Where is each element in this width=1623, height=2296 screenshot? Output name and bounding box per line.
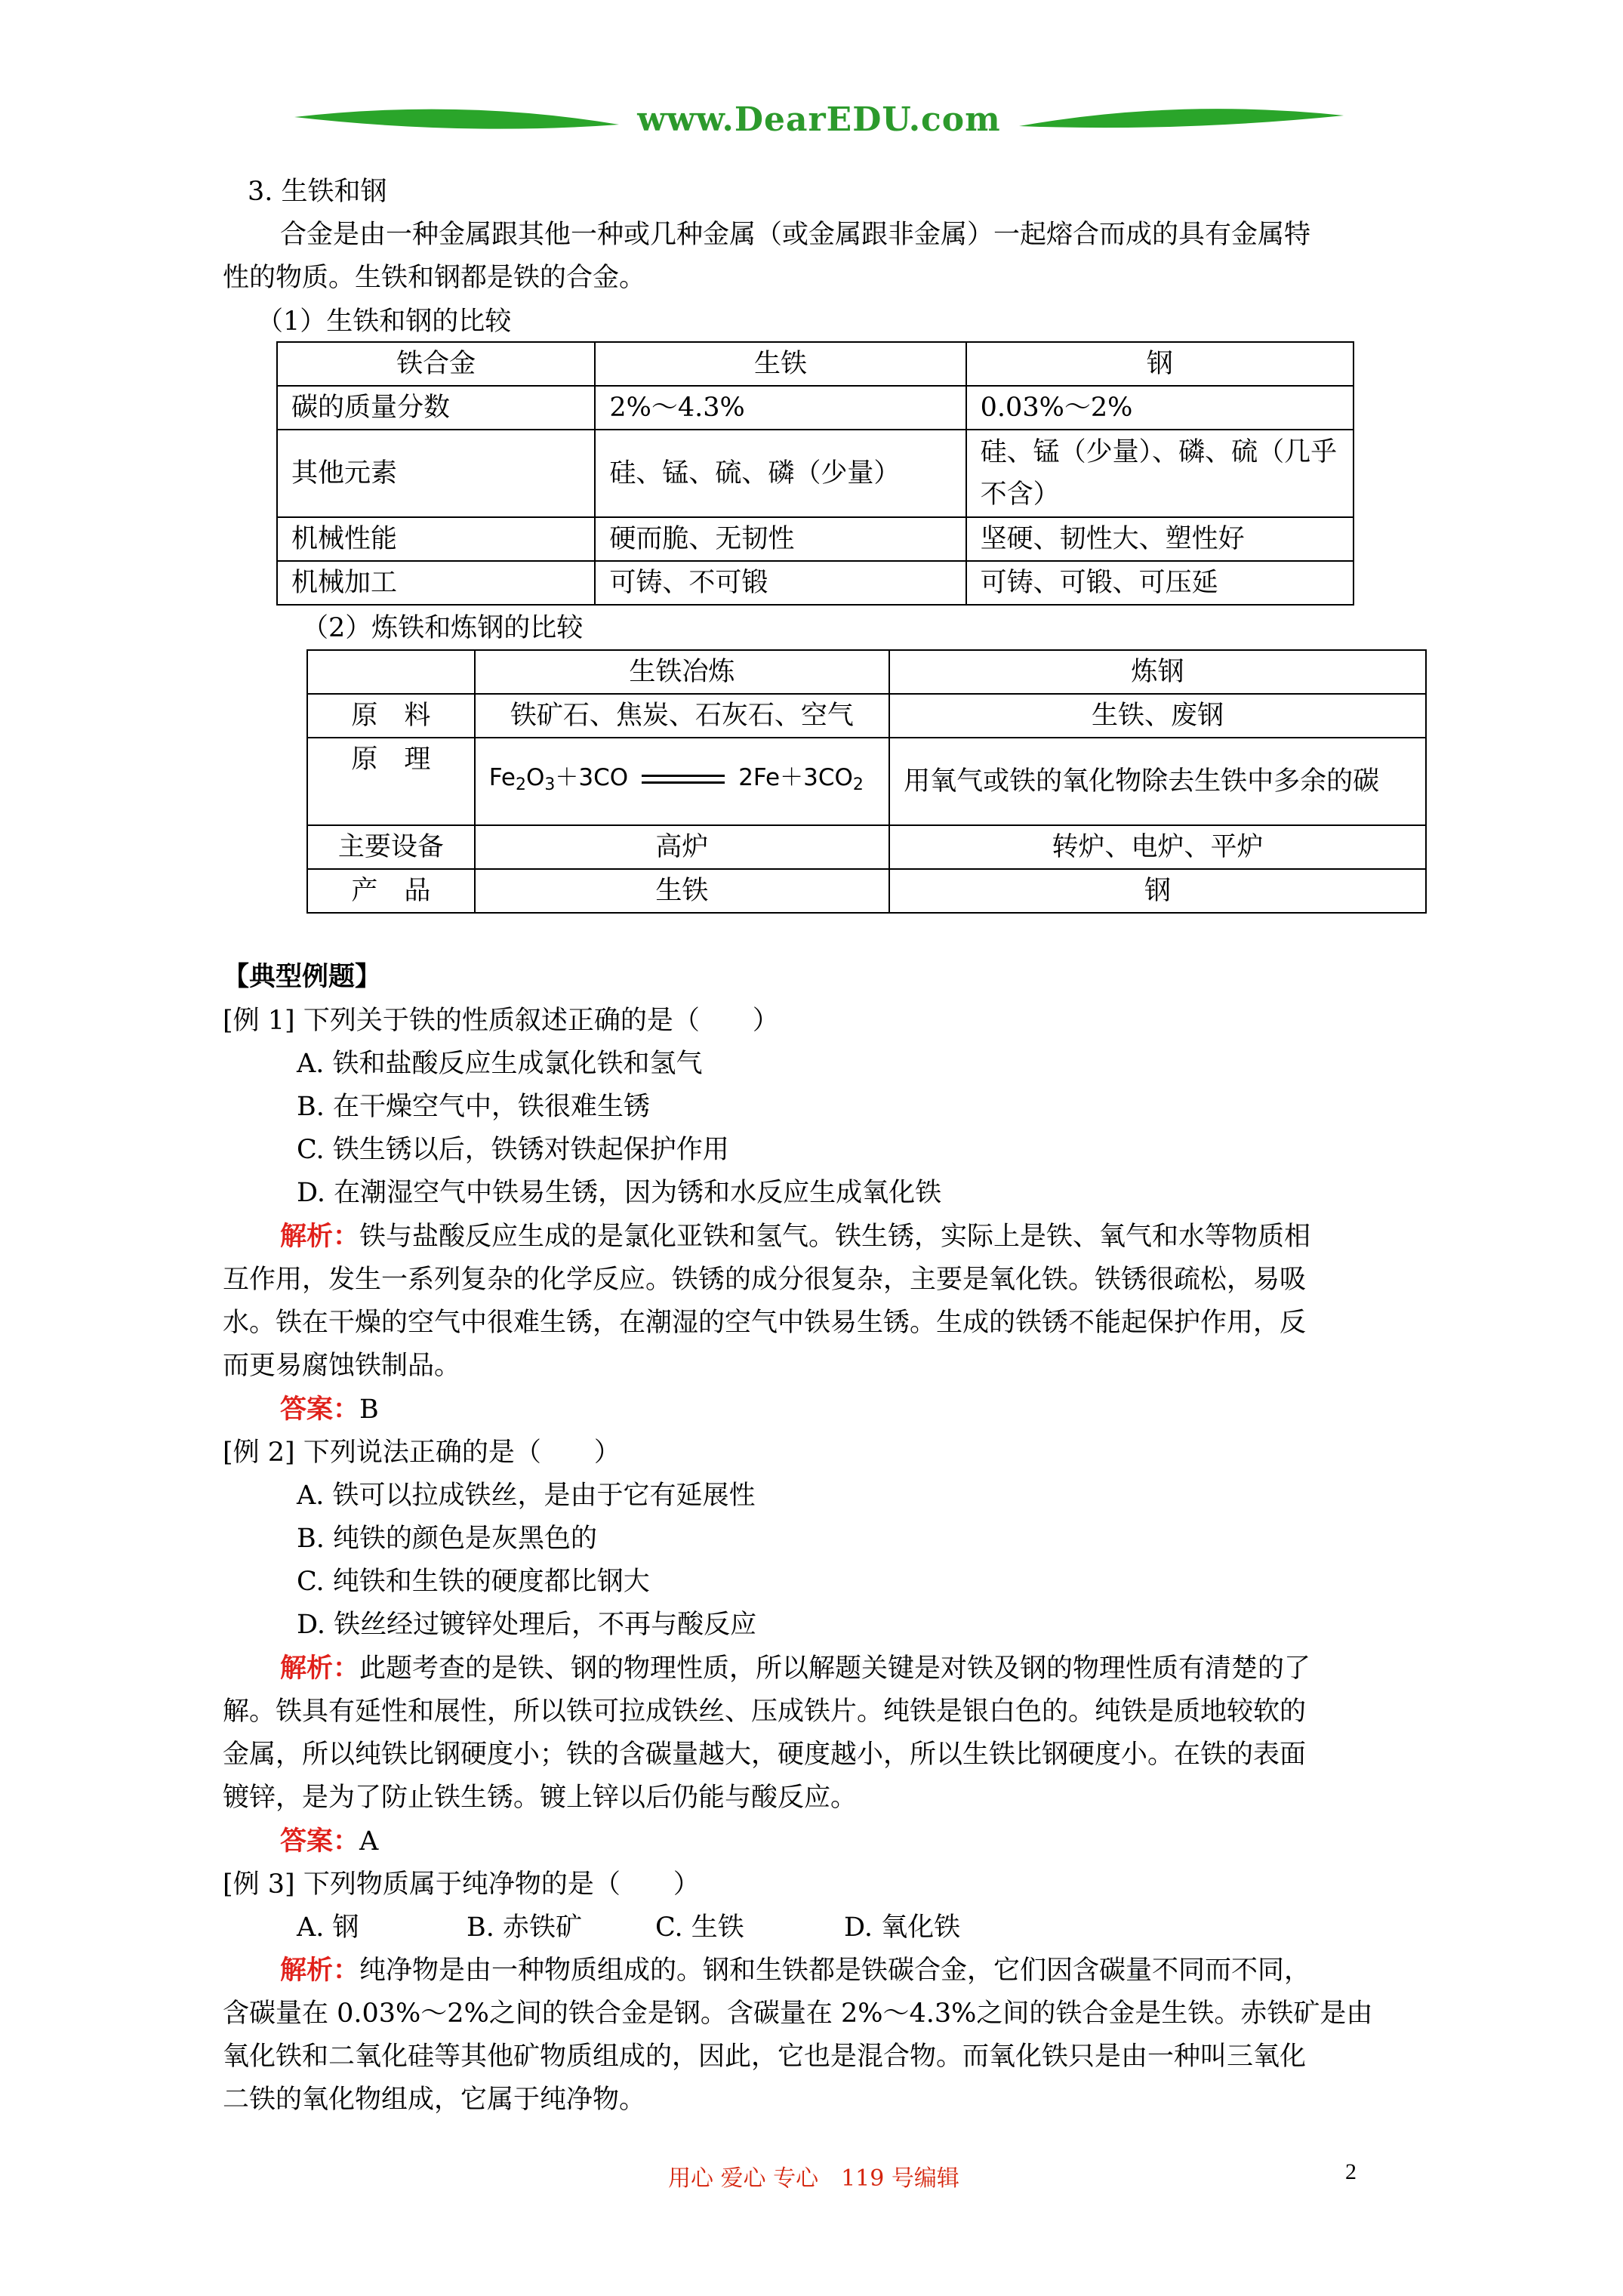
site-header — [294, 94, 1344, 147]
header-cell — [307, 650, 475, 694]
eq-subscript: 2 — [516, 775, 526, 794]
example-1-analysis-line-1 — [280, 1215, 1310, 1259]
example-3-option-c: C. 生铁 — [655, 1912, 744, 1943]
intro-line-1: 合金是由一种金属跟其他一种或几种金属（或金属跟非金属）一起熔合而成的具有金属特 — [280, 220, 1311, 250]
eq-subscript: 3 — [544, 775, 556, 794]
example-3-options — [297, 1906, 960, 1949]
table-row — [307, 738, 1426, 825]
table-row — [277, 386, 1354, 430]
example-2-answer — [280, 1820, 378, 1863]
row-label: 原 料 — [307, 694, 475, 738]
eq-left-co: ＋3CO — [555, 764, 629, 791]
header-cell: 生铁冶炼 — [475, 650, 889, 694]
analysis-label: 解析： — [280, 1955, 360, 1986]
example-2-analysis-line-2: 解。铁具有延性和展性，所以铁可拉成铁丝、压成铁片。纯铁是银白色的。纯铁是质地较软的 — [223, 1697, 1307, 1727]
example-3-analysis-line-4: 二铁的氧化物组成，它属于纯净物。 — [223, 2085, 646, 2115]
table-cell: 坚硬、韧性大、塑性好 — [966, 517, 1354, 561]
ironmaking-steelmaking-table — [306, 649, 1427, 914]
example-2-question: [例 2] 下列说法正确的是（ ） — [223, 1438, 621, 1468]
example-3-option-d: D. 氧化铁 — [844, 1912, 961, 1943]
analysis-text: 铁与盐酸反应生成的是氯化亚铁和氢气。铁生锈，实际上是铁、氧气和水等物质相 — [359, 1222, 1311, 1252]
answer-label: 答案： — [280, 1394, 360, 1425]
answer-value: B — [359, 1395, 379, 1425]
row-label: 产 品 — [307, 869, 475, 913]
footer-text: 用心 爱心 专心 119 号编辑 — [668, 2165, 959, 2192]
example-3-analysis-line-3: 氧化铁和二氧化硅等其他矿物质组成的，因此，它也是混合物。而氧化铁只是由一种叫三氧化 — [223, 2042, 1307, 2072]
page-number: 2 — [1345, 2159, 1357, 2184]
example-2-option-a: A. 铁可以拉成铁丝，是由于它有延展性 — [297, 1481, 756, 1511]
analysis-text: 纯净物是由一种物质组成的。钢和生铁都是铁碳合金，它们因含碳量不同而不同， — [359, 1955, 1311, 1986]
example-2-option-b: B. 纯铁的颜色是灰黑色的 — [297, 1524, 597, 1554]
analysis-label: 解析： — [280, 1653, 360, 1684]
example-2-option-d: D. 铁丝经过镀锌处理后，不再与酸反应 — [297, 1610, 757, 1640]
example-3-option-b: B. 赤铁矿 — [467, 1912, 582, 1943]
analysis-label: 解析： — [280, 1221, 360, 1252]
header-cell: 铁合金 — [277, 342, 595, 386]
row-label: 其他元素 — [277, 430, 595, 517]
table-cell: 硅、锰（少量）、磷、硫（几乎不含） — [966, 430, 1354, 517]
row-label: 主要设备 — [307, 825, 475, 869]
example-2-analysis-line-3: 金属，所以纯铁比钢硬度小；铁的含碳量越大，硬度越小，所以生铁比钢硬度小。在铁的表面 — [223, 1740, 1307, 1770]
table-row — [307, 694, 1426, 738]
example-1-analysis-line-4: 而更易腐蚀铁制品。 — [223, 1351, 461, 1381]
subheading-1: （1）生铁和钢的比较 — [257, 307, 512, 337]
row-label: 机械加工 — [277, 561, 595, 605]
row-label: 原 理 — [307, 738, 475, 825]
row-label: 机械性能 — [277, 517, 595, 561]
table-row — [277, 430, 1354, 517]
table-cell: 生铁、废钢 — [889, 694, 1426, 738]
iron-steel-comparison-table — [276, 341, 1354, 606]
example-1-option-c: C. 铁生锈以后，铁锈对铁起保护作用 — [297, 1135, 729, 1165]
eq-left-o: O — [526, 764, 545, 791]
chemical-equation — [475, 738, 889, 825]
table-cell: 2%～4.3% — [595, 386, 965, 430]
example-3-analysis-line-1 — [280, 1949, 1310, 1992]
eq-right: 2Fe＋3CO — [738, 764, 853, 791]
example-1-analysis-line-3: 水。铁在干燥的空气中很难生锈，在潮湿的空气中铁易生锈。生成的铁锈不能起保护作用，反 — [223, 1308, 1307, 1338]
analysis-text: 此题考查的是铁、钢的物理性质，所以解题关键是对铁及钢的物理性质有清楚的了 — [359, 1653, 1311, 1684]
table-row — [307, 825, 1426, 869]
green-swoosh-left-icon — [294, 102, 627, 147]
table-cell: 0.03%～2% — [966, 386, 1354, 430]
examples-heading: 【典型例题】 — [223, 961, 382, 992]
example-1-analysis-line-2: 互作用，发生一系列复杂的化学反应。铁锈的成分很复杂，主要是氧化铁。铁锈很疏松，易吸 — [223, 1265, 1307, 1295]
table-row — [277, 561, 1354, 605]
example-1-option-d: D. 在潮湿空气中铁易生锈，因为锈和水反应生成氧化铁 — [297, 1178, 942, 1208]
eq-subscript: 2 — [852, 775, 864, 794]
answer-value: A — [359, 1826, 379, 1857]
table-row — [307, 869, 1426, 913]
answer-label: 答案： — [280, 1826, 360, 1857]
subheading-2: （2）炼铁和炼钢的比较 — [302, 613, 584, 643]
table-header-row — [307, 650, 1426, 694]
table-cell: 用氧气或铁的氧化物除去生铁中多余的碳 — [889, 738, 1426, 825]
table-cell: 高炉 — [475, 825, 889, 869]
example-1-question: [例 1] 下列关于铁的性质叙述正确的是（ ） — [223, 1006, 779, 1036]
example-3-question: [例 3] 下列物质属于纯净物的是（ ） — [223, 1869, 700, 1900]
header-cell: 生铁 — [595, 342, 965, 386]
table-cell: 钢 — [889, 869, 1426, 913]
section-title: 3. 生铁和钢 — [248, 177, 387, 207]
example-3-option-a: A. 钢 — [297, 1912, 359, 1943]
example-1-option-b: B. 在干燥空气中，铁很难生锈 — [297, 1092, 650, 1122]
table-cell: 硅、锰、硫、磷（少量） — [595, 430, 965, 517]
row-label: 碳的质量分数 — [277, 386, 595, 430]
equals-sign-icon — [642, 775, 725, 784]
table-cell: 生铁 — [475, 869, 889, 913]
table-header-row — [277, 342, 1354, 386]
table-cell: 可铸、不可锻 — [595, 561, 965, 605]
example-3-analysis-line-2: 含碳量在 0.03%～2%之间的铁合金是钢。含碳量在 2%～4.3%之间的铁合金是生铁。赤铁矿是由 — [223, 1999, 1373, 2029]
example-2-option-c: C. 纯铁和生铁的硬度都比钢大 — [297, 1567, 650, 1597]
example-2-analysis-line-1 — [280, 1647, 1310, 1690]
example-2-analysis-line-4: 镀锌，是为了防止铁生锈。镀上锌以后仍能与酸反应。 — [223, 1783, 858, 1813]
example-1-option-a: A. 铁和盐酸反应生成氯化铁和氢气 — [297, 1049, 703, 1079]
example-1-answer — [280, 1388, 379, 1432]
intro-line-2: 性的物质。生铁和钢都是铁的合金。 — [223, 263, 646, 293]
green-swoosh-right-icon — [1019, 102, 1344, 147]
table-row — [277, 517, 1354, 561]
header-cell: 炼钢 — [889, 650, 1426, 694]
header-cell: 钢 — [966, 342, 1354, 386]
table-cell: 可铸、可锻、可压延 — [966, 561, 1354, 605]
table-cell: 铁矿石、焦炭、石灰石、空气 — [475, 694, 889, 738]
eq-left-fe: Fe — [488, 764, 516, 791]
table-cell: 硬而脆、无韧性 — [595, 517, 965, 561]
site-url[interactable]: www.DearEDU.com — [637, 100, 1001, 139]
table-cell: 转炉、电炉、平炉 — [889, 825, 1426, 869]
